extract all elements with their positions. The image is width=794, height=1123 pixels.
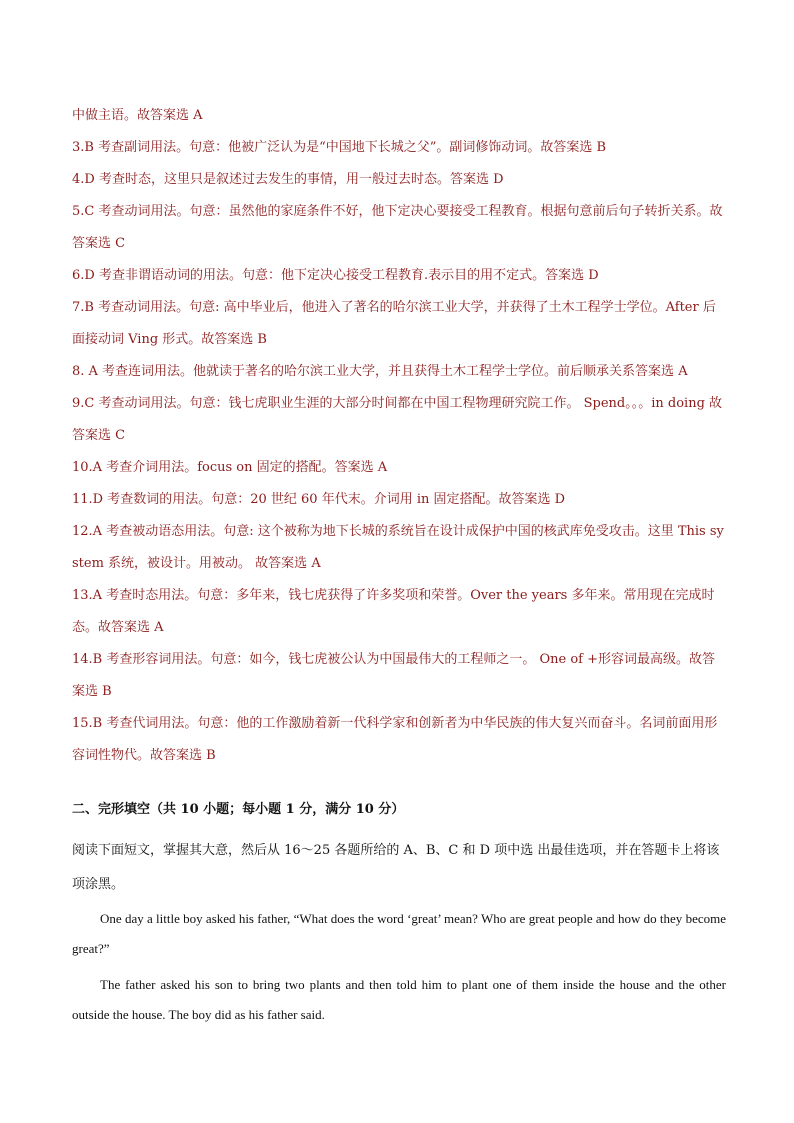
answer-item: 15.B 考查代词用法。句意：他的工作激励着新一代科学家和创新者为中华民族的伟大复兴而奋斗。名词前面用形容词性物代。故答案选 B xyxy=(72,716,718,763)
answer-item: 中做主语。故答案选 A xyxy=(72,108,203,123)
section-instructions: 阅读下面短文，掌握其大意，然后从 16～25 各题所给的 A、B、C 和 D 项中选 出最佳选项，并在答题卡上将该项涂黑。 xyxy=(72,843,720,892)
section-heading: 二、完形填空（共 10 小题；每小题 1 分，满分 10 分） xyxy=(72,802,405,817)
answer-item: 3.B 考查副词用法。句意：他被广泛认为是“中国地下长城之父”。副词修饰动词。故答案选 B xyxy=(72,140,607,155)
answer-item: 9.C 考查动词用法。句意：钱七虎职业生涯的大部分时间都在中国工程物理研究院工作。 Spend。。。in doing 故答案选 C xyxy=(72,396,723,443)
answer-item: 10.A 考查介词用法。focus on 固定的搭配。答案选 A xyxy=(72,460,388,475)
answer-item: 14.B 考查形容词用法。句意：如今，钱七虎被公认为中国最伟大的工程师之一。 One of +形容词最高级。故答案选 B xyxy=(72,652,716,699)
passage-paragraph: One day a little boy asked his father, “What does the word ‘great’ mean? Who are great people and how do they become great?” xyxy=(72,911,726,956)
answer-item: 13.A 考查时态用法。句意：多年来，钱七虎获得了许多奖项和荣誉。Over the years 多年来。常用现在完成时态。故答案选 A xyxy=(72,588,715,635)
answer-item: 11.D 考查数词的用法。句意：20 世纪 60 年代末。介词用 in 固定搭配。故答案选 D xyxy=(72,492,566,507)
cloze-passage xyxy=(72,904,726,1036)
answer-item: 4.D 考查时态，这里只是叙述过去发生的事情，用一般过去时态。答案选 D xyxy=(72,172,504,187)
answer-explanations xyxy=(72,100,726,772)
answer-item: 7.B 考查动词用法。句意: 高中毕业后，他进入了著名的哈尔滨工业大学，并获得了土木工程学士学位。After 后面接动词 Ving 形式。故答案选 B xyxy=(72,300,716,347)
passage-paragraph: The father asked his son to bring two plants and then told him to plant one of them inside the house and the other outside the house. The boy did as his father said. xyxy=(72,977,726,1022)
answer-item: 8. A 考查连词用法。他就读于著名的哈尔滨工业大学，并且获得土木工程学士学位。前后顺承关系答案选 A xyxy=(72,364,688,379)
answer-item: 5.C 考查动词用法。句意：虽然他的家庭条件不好，他下定决心要接受工程教育。根据句意前后句子转折关系。故答案选 C xyxy=(72,204,723,251)
answer-item: 12.A 考查被动语态用法。句意: 这个被称为地下长城的系统旨在设计成保护中国的核武库免受攻击。这里 This system 系统，被设计。用被动。 故答案选 A xyxy=(72,524,724,571)
answer-item: 6.D 考查非谓语动词的用法。句意：他下定决心接受工程教育.表示目的用不定式。答案选 D xyxy=(72,268,599,283)
